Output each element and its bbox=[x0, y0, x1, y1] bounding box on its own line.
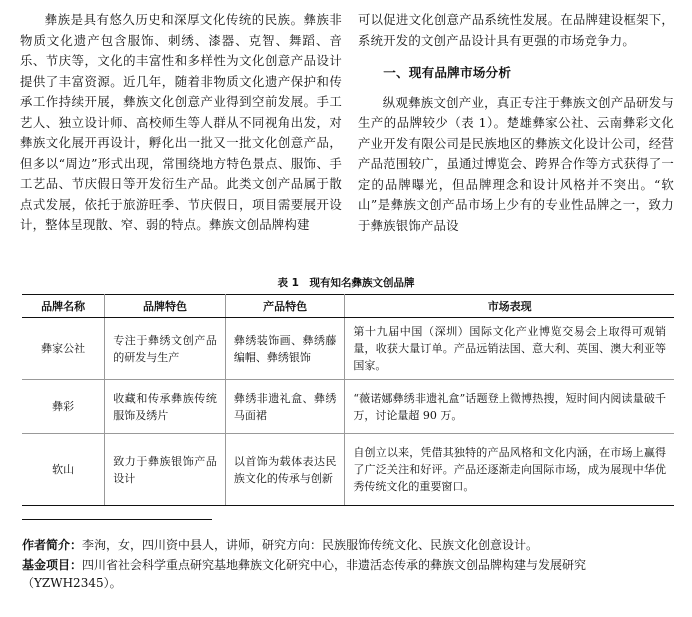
brand-table bbox=[22, 294, 674, 506]
fund-label: 基金项目： bbox=[22, 558, 83, 572]
author-note bbox=[22, 536, 678, 554]
market-cell: 第十九届中国（深圳）国际文化产业博览交易会上取得可观销量，收获大量订单。产品远销法国、意大利、英国、澳大利亚等国家。 bbox=[345, 318, 674, 380]
market-cell: “薇诺娜彝绣非遗礼盒”话题登上微博热搜，短时间内阅读量破千万，讨论量超 90 万。 bbox=[345, 380, 674, 434]
brand-name-cell: 软山 bbox=[22, 434, 105, 506]
header-market-performance: 市场表现 bbox=[345, 295, 674, 318]
header-product-feature: 产品特色 bbox=[225, 295, 345, 318]
left-paragraph: 彝族是具有悠久历史和深厚文化传统的民族。彝族非物质文化遗产包含服饰、刺绣、漆器、克智、舞蹈、音乐、节庆等，文化的丰富性和多样性为文化创意产品设计提供了丰富资源。近几年，随着非物质文化遗产保护和传承工作持续开展，彝族文化创意产业得到空前发展。手工艺人、独立设计师、高校师生等人群从不同视角出发，对彝族文化展开再设计，孵化出一批又一批文化创意产品，但多以“周边”形式出现，常围绕地方特色景点、服饰、手工艺品、节庆假日等开发衍生产品。此类文创产品属于散点式发展，依托于旅游旺季、节庆假日，项目需要展开设计，整体呈现散、窄、弱的特点。彝族文创品牌构建 bbox=[20, 12, 342, 232]
author-text: 李洵，女，四川资中县人，讲师，研究方向：民族服饰传统文化、民族文化创意设计。 bbox=[82, 538, 539, 552]
product-feature-cell: 以首饰为载体表达民族文化的传承与创新 bbox=[225, 434, 345, 506]
fund-text: 四川省社会科学重点研究基地彝族文化研究中心，非遗活态传承的彝族文创品牌构建与发展研究（YZWH2345）。 bbox=[22, 558, 587, 590]
author-label: 作者简介： bbox=[22, 538, 83, 552]
header-brand-feature: 品牌特色 bbox=[105, 295, 226, 318]
brand-feature-cell: 致力于彝族银饰产品设计 bbox=[105, 434, 226, 506]
fund-note bbox=[22, 556, 678, 592]
table-row bbox=[22, 434, 674, 506]
table-row bbox=[22, 380, 674, 434]
product-feature-cell: 彝绣装饰画、彝绣藤编帽、彝绣银饰 bbox=[225, 318, 345, 380]
header-brand-name: 品牌名称 bbox=[22, 295, 105, 318]
right-paragraph-2: 纵观彝族文创产业，真正专注于彝族文创产品研发与生产的品牌较少（表 1）。楚雄彝家公社、云南彝彩文化产业开发有限公司是民族地区的彝族文化设计公司，经营产品范围较广，虽通过博览会、跨界合作等方式获得了一定的品牌曝光，但品牌理念和设计风格并不突出。“软山”是彝族文创产品市场上少有的专业性品牌之一，致力于彝族银饰产品设 bbox=[358, 94, 674, 233]
table-row bbox=[22, 318, 674, 380]
market-cell: 自创立以来，凭借其独特的产品风格和文化内涵，在市场上赢得了广泛关注和好评。产品还逐渐走向国际市场，成为展现中华优秀传统文化的重要窗口。 bbox=[345, 434, 674, 506]
brand-feature-cell: 专注于彝绣文创产品的研发与生产 bbox=[105, 318, 226, 380]
left-column bbox=[20, 10, 342, 236]
brand-name-cell: 彝彩 bbox=[22, 380, 105, 434]
table-header-row bbox=[22, 295, 674, 318]
right-paragraph-1: 可以促进文化创意产品系统性发展。在品牌建设框架下，系统开发的文创产品设计具有更强的市场竞争力。 bbox=[358, 12, 674, 48]
section-heading: 一、现有品牌市场分析 bbox=[383, 65, 512, 80]
brand-feature-cell: 收藏和传承彝族传统服饰及绣片 bbox=[105, 380, 226, 434]
right-column bbox=[358, 10, 674, 236]
table-caption: 表 1 现有知名彝族文创品牌 bbox=[277, 277, 415, 289]
footnote-divider bbox=[22, 519, 212, 520]
product-feature-cell: 彝绣非遗礼盒、彝绣马面裙 bbox=[225, 380, 345, 434]
brand-name-cell: 彝家公社 bbox=[22, 318, 105, 380]
